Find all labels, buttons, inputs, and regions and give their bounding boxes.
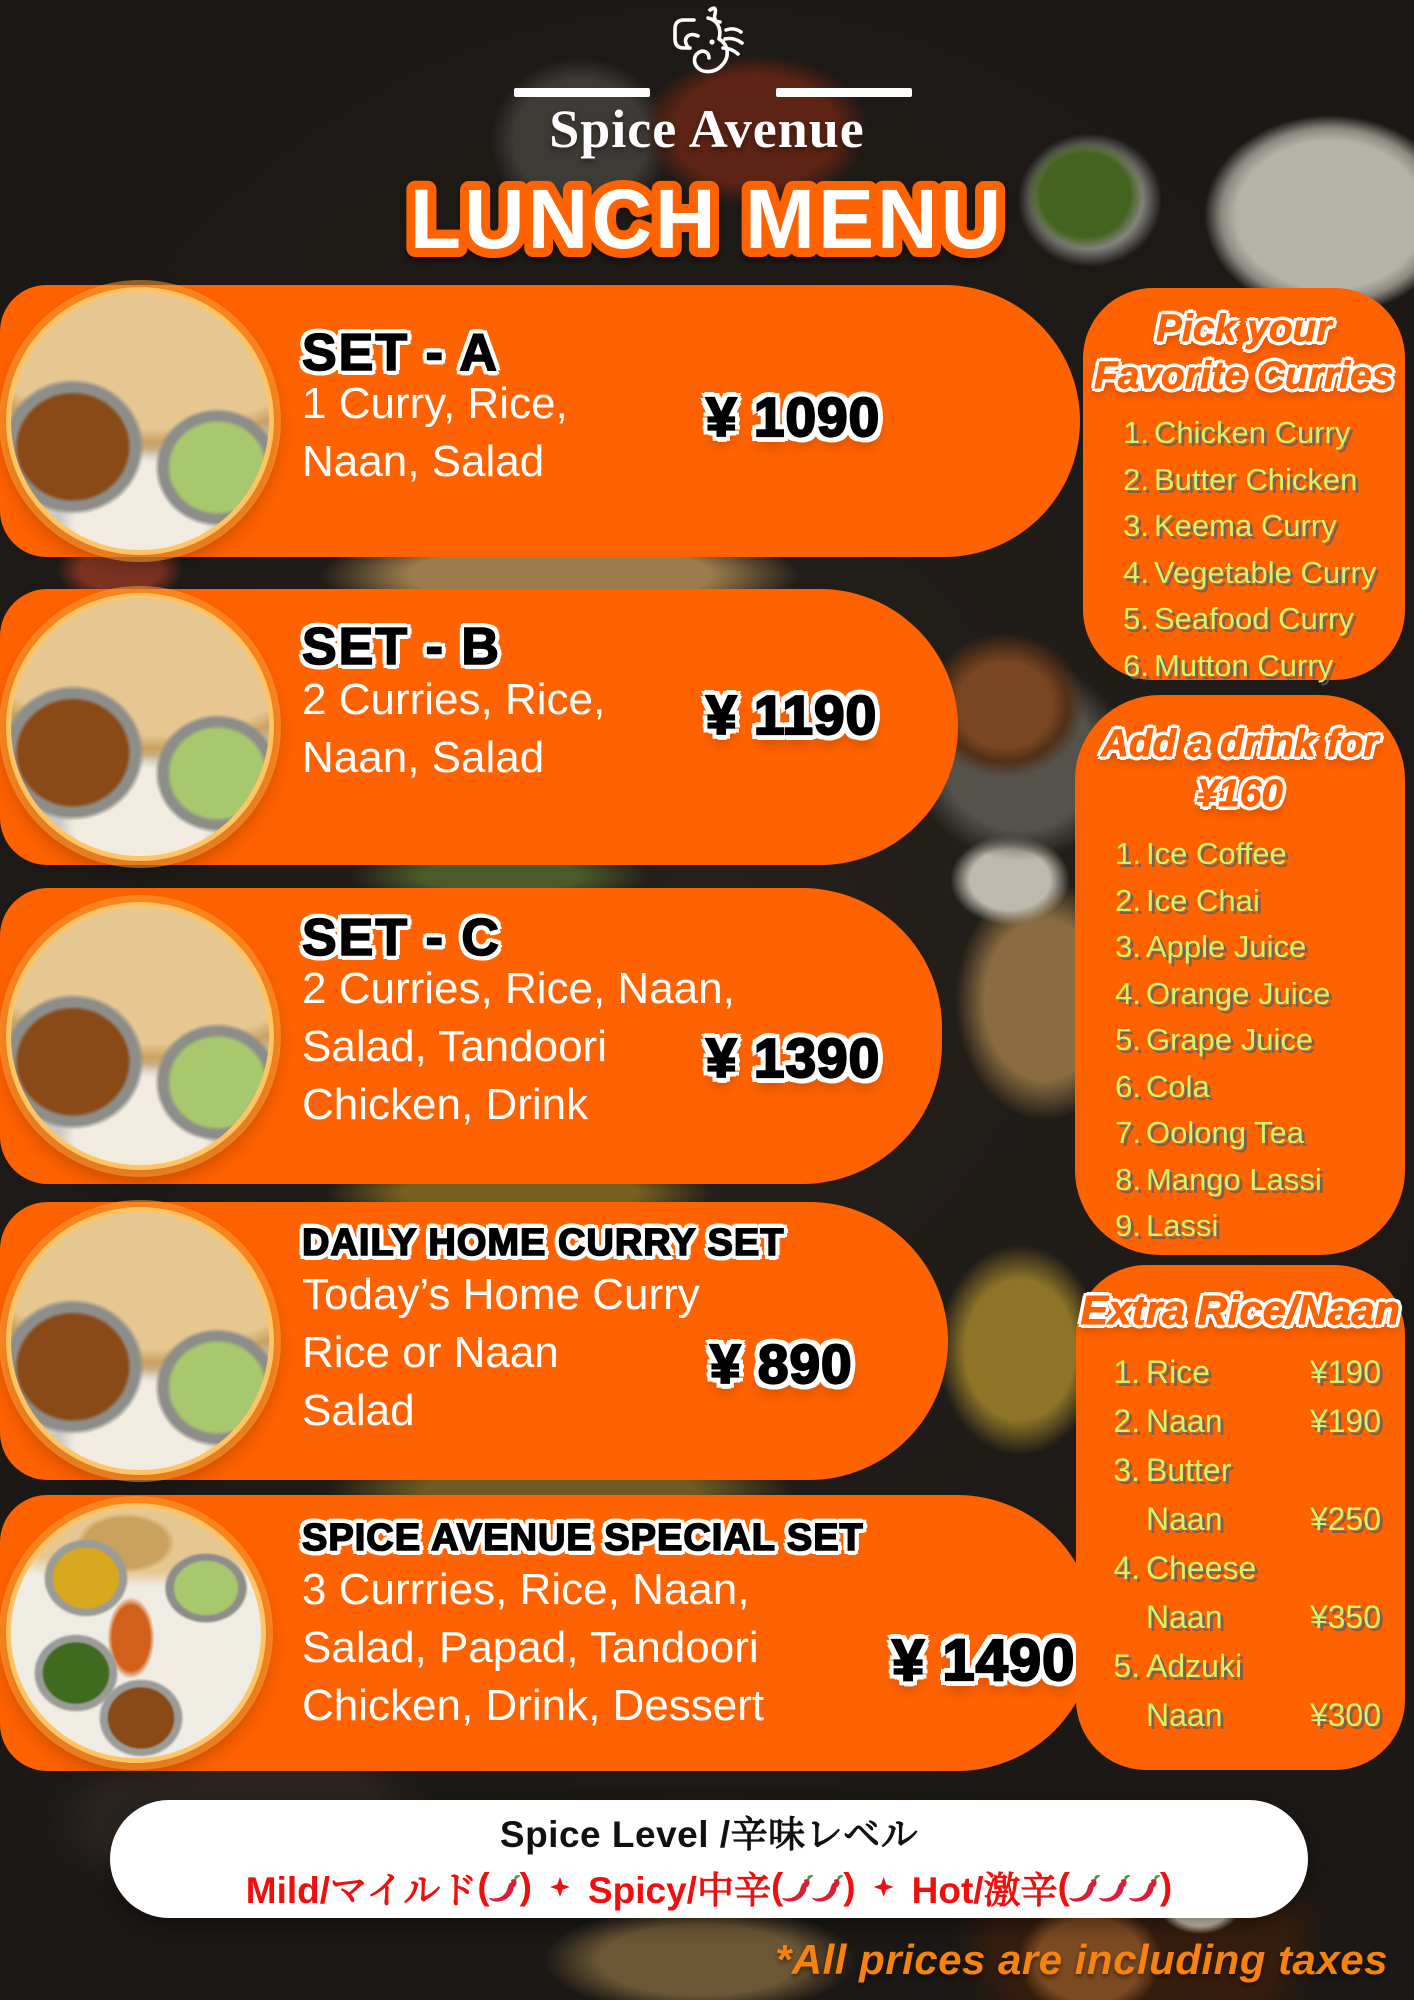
drink-list-item	[1105, 971, 1395, 1018]
item-number: 2.	[1123, 461, 1149, 497]
extras-row	[1102, 1642, 1381, 1691]
item-price: ¥190	[1309, 1403, 1381, 1439]
item-label: Cheese	[1146, 1550, 1257, 1586]
paren: )	[1159, 1866, 1173, 1907]
item-number: 4.	[1123, 554, 1149, 590]
daily-set-thali-photo	[6, 1207, 274, 1475]
special-set-desc-line: 3 Currries, Rice, Naan,	[302, 1565, 750, 1614]
item-price: ¥190	[1309, 1354, 1381, 1390]
item-number: 1.	[1115, 836, 1141, 871]
drink-list-item	[1105, 1203, 1395, 1250]
item-label: Adzuki	[1146, 1648, 1243, 1684]
extras-row	[1102, 1446, 1381, 1495]
spice-level-banner	[110, 1800, 1308, 1918]
item-label: Grape Juice	[1146, 1022, 1314, 1057]
item-label: Butter Chicken	[1154, 461, 1358, 497]
item-label: Keema Curry	[1154, 508, 1337, 543]
drinks-panel-title	[1075, 695, 1405, 819]
item-number: 1.	[1113, 1354, 1140, 1390]
diamond-icon	[550, 1877, 570, 1897]
drink-list-item	[1105, 1017, 1395, 1064]
drink-list-item	[1105, 831, 1395, 878]
item-label: Naan	[1146, 1599, 1223, 1635]
special-set-title: SPICE AVENUE SPECIAL SET	[302, 1517, 864, 1559]
daily-set-desc-line: Rice or Naan	[302, 1328, 559, 1377]
daily-set-desc-line: Salad	[302, 1386, 415, 1435]
drinks-title-line1: Add a drink for	[1101, 723, 1379, 765]
brand-name: Spice Avenue	[549, 99, 865, 159]
paren: )	[519, 1866, 532, 1907]
curry-list-item	[1113, 550, 1395, 597]
extras-row	[1102, 1397, 1381, 1446]
favorite-curries-list	[1083, 410, 1405, 689]
extras-panel	[1076, 1265, 1405, 1770]
curry-list-item	[1113, 503, 1395, 550]
item-number: 1.	[1123, 415, 1149, 450]
extras-panel-title: Extra Rice/Naan	[1080, 1287, 1401, 1333]
chili-icon	[809, 1868, 847, 1906]
drink-list-item	[1105, 878, 1395, 925]
spicy-label: Spicy/中辛	[587, 1870, 771, 1911]
set-c-thali-photo	[6, 902, 274, 1170]
item-label: Naan	[1146, 1403, 1223, 1439]
daily-set-price: ¥ 890	[710, 1333, 853, 1395]
item-price: ¥250	[1309, 1501, 1381, 1537]
set-a-desc-line: Naan, Salad	[302, 437, 545, 486]
paren: (	[477, 1866, 490, 1907]
item-label: Chicken Curry	[1154, 415, 1351, 450]
page-title	[327, 160, 1087, 280]
curry-list-item	[1113, 643, 1395, 690]
menu-set-b	[0, 589, 958, 865]
item-number: 3.	[1113, 1452, 1140, 1488]
drink-list-item	[1105, 924, 1395, 971]
favorite-curries-title-line1: Pick your	[1156, 308, 1332, 350]
set-b-desc-line: Naan, Salad	[302, 733, 545, 782]
set-b-desc-line: 2 Curries, Rice,	[302, 675, 606, 724]
curry-list-item	[1113, 457, 1395, 504]
extras-row-continuation	[1102, 1691, 1381, 1740]
item-label: Cola	[1146, 1068, 1210, 1104]
special-set-thali-photo	[6, 1503, 266, 1763]
chili-icon	[1126, 1868, 1164, 1906]
spice-level-mild	[246, 1860, 532, 1914]
item-number: 9.	[1115, 1208, 1141, 1243]
hot-label: Hot/激辛	[911, 1870, 1058, 1911]
extras-row	[1102, 1544, 1381, 1593]
drink-list-item	[1105, 1157, 1395, 1204]
drink-list-item	[1105, 1110, 1395, 1157]
daily-set-desc-line: Today’s Home Curry	[302, 1270, 700, 1319]
item-number: 5.	[1113, 1648, 1140, 1684]
set-a-desc-line: 1 Curry, Rice,	[302, 379, 568, 428]
item-number: 4.	[1115, 975, 1141, 1011]
item-number: 3.	[1115, 929, 1141, 964]
item-label: Apple Juice	[1146, 929, 1307, 964]
extras-row	[1102, 1348, 1381, 1397]
set-c-desc-line: 2 Curries, Rice, Naan,	[302, 964, 735, 1013]
item-number: 6.	[1115, 1068, 1141, 1104]
item-label: Rice	[1146, 1354, 1211, 1390]
ganesha-logo-icon	[652, 4, 764, 106]
menu-set-special	[0, 1495, 1095, 1771]
paren: )	[843, 1866, 856, 1907]
item-price: ¥350	[1309, 1599, 1381, 1635]
item-label: Naan	[1146, 1501, 1223, 1537]
special-set-desc-line: Chicken, Drink, Dessert	[302, 1681, 765, 1730]
item-label: Naan	[1146, 1697, 1223, 1733]
favorite-curries-title	[1083, 288, 1405, 400]
item-label: Mutton Curry	[1154, 647, 1334, 683]
favorite-curries-panel	[1083, 288, 1405, 683]
item-label: Orange Juice	[1146, 975, 1331, 1011]
set-c-price: ¥ 1390	[706, 1027, 881, 1089]
item-label: Mango Lassi	[1146, 1161, 1322, 1197]
item-label: Ice Coffee	[1146, 836, 1287, 871]
item-label: Lassi	[1146, 1208, 1219, 1243]
paren: (	[770, 1866, 784, 1907]
drinks-panel	[1075, 695, 1405, 1255]
item-label: Seafood Curry	[1154, 601, 1354, 636]
extras-list	[1076, 1348, 1405, 1740]
spice-level-title: Spice Level /辛味レベル	[499, 1814, 919, 1855]
spice-level-hot	[912, 1860, 1173, 1914]
item-price: ¥300	[1309, 1697, 1381, 1733]
item-label: Ice Chai	[1146, 882, 1260, 918]
set-a-thali-photo	[6, 287, 274, 555]
spice-level-spicy	[588, 1860, 856, 1914]
item-number: 7.	[1115, 1115, 1141, 1150]
item-number: 6.	[1123, 647, 1149, 683]
item-number: 4.	[1113, 1550, 1140, 1586]
extras-row-continuation	[1102, 1495, 1381, 1544]
item-label: Vegetable Curry	[1154, 554, 1377, 590]
chili-icon	[485, 1868, 523, 1906]
item-number: 2.	[1115, 882, 1141, 918]
item-number: 8.	[1115, 1161, 1141, 1197]
drinks-list	[1075, 831, 1405, 1250]
drink-list-item	[1105, 1064, 1395, 1111]
set-b-price: ¥ 1190	[706, 684, 878, 746]
daily-set-title: DAILY HOME CURRY SET	[302, 1222, 785, 1264]
item-number: 5.	[1123, 601, 1149, 636]
set-a-price: ¥ 1090	[706, 386, 881, 448]
diamond-icon	[874, 1877, 894, 1897]
set-b-thali-photo	[6, 593, 274, 861]
curry-list-item	[1113, 410, 1395, 457]
header-rule-left	[514, 88, 650, 97]
curry-list-item	[1113, 596, 1395, 643]
set-a-title: SET - A	[302, 324, 499, 382]
drinks-title-line2: ¥160	[1196, 773, 1284, 815]
menu-set-a	[0, 285, 1080, 557]
svg-text:LUNCH MENU: LUNCH MENU	[409, 172, 1005, 266]
special-set-desc-line: Salad, Papad, Tandoori	[302, 1623, 759, 1672]
extras-row-continuation	[1102, 1593, 1381, 1642]
menu-set-c	[0, 888, 942, 1184]
menu-set-daily	[0, 1202, 948, 1480]
special-set-price: ¥ 1490	[892, 1628, 1076, 1693]
item-number: 5.	[1115, 1022, 1141, 1057]
tax-note: *All prices are including taxes	[774, 1936, 1388, 1983]
header-rule-right	[776, 88, 912, 97]
item-label: Oolong Tea	[1146, 1115, 1304, 1150]
favorite-curries-title-line2: Favorite Curries	[1094, 355, 1394, 397]
mild-label: Mild/マイルド	[245, 1870, 478, 1911]
item-number: 3.	[1123, 508, 1149, 543]
spice-level-scale	[246, 1860, 1172, 1914]
set-b-title: SET - B	[302, 618, 501, 676]
set-c-desc-line: Chicken, Drink	[302, 1080, 589, 1129]
item-number: 2.	[1113, 1403, 1140, 1439]
set-c-title: SET - C	[302, 909, 501, 967]
paren: (	[1057, 1866, 1070, 1907]
item-label: Butter	[1146, 1452, 1232, 1488]
set-c-desc-line: Salad, Tandoori	[302, 1022, 607, 1071]
